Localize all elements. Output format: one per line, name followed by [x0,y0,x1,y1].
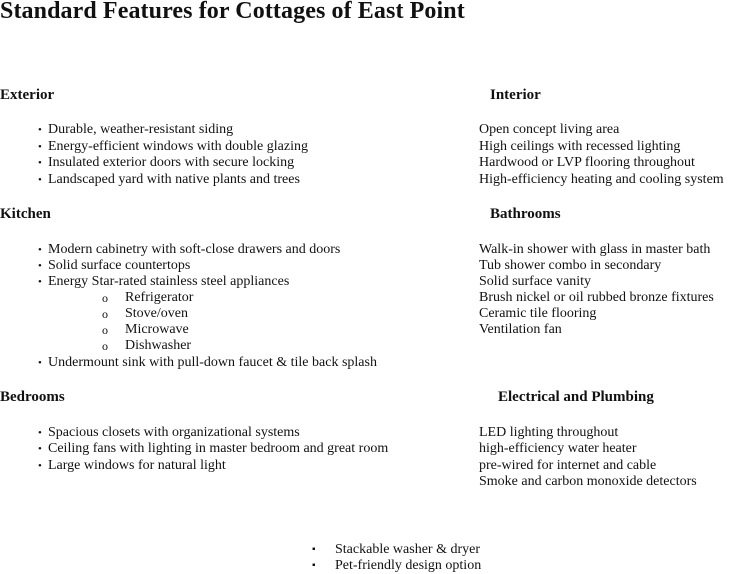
kitchen-heading: Kitchen [0,206,51,222]
bedrooms-heading: Bedrooms [0,389,65,405]
exterior-heading: Exterior [0,87,55,103]
electrical-heading: Electrical and Plumbing [498,389,654,405]
interior-heading: Interior [490,87,541,103]
page-title: Standard Features for Cottages of East Point [0,0,465,24]
bathrooms-heading: Bathrooms [490,206,561,222]
